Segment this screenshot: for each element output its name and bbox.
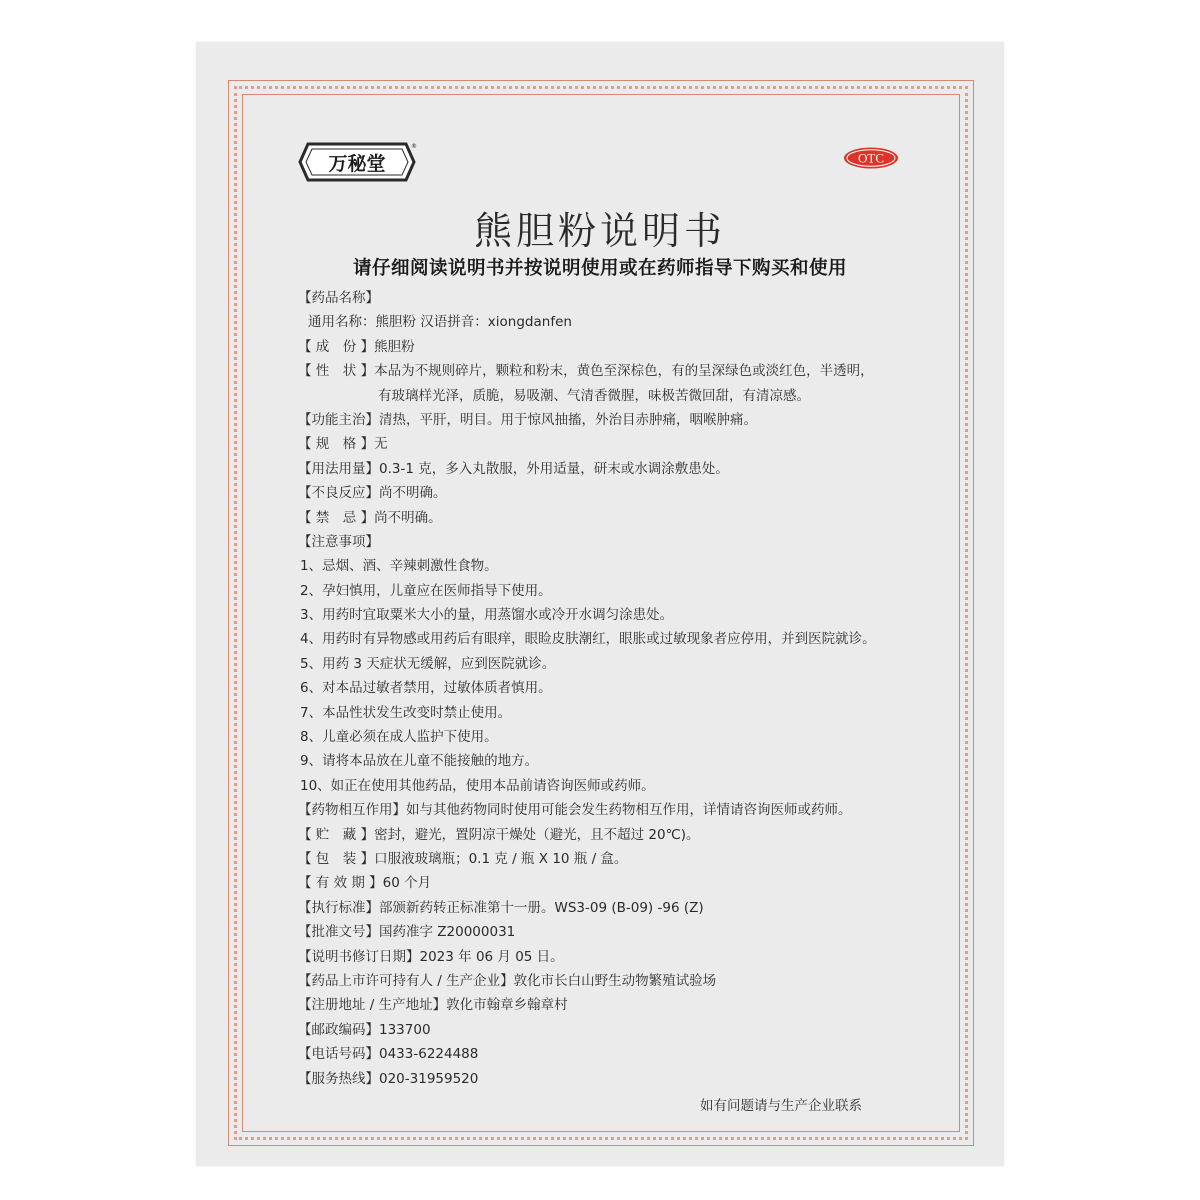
section-hotline: 【服务热线】020-31959520 (298, 1070, 479, 1087)
generic-name-line: 通用名称：熊胆粉 汉语拼音：xiongdanfen (308, 314, 572, 331)
brand-logo-text: 万秘堂 (328, 153, 386, 175)
section-drug-interactions: 【药物相互作用】如与其他药物同时使用可能会发生药物相互作用，详情请咨询医师或药师。 (298, 802, 852, 819)
section-indications: 【功能主治】清热，平肝，明目。用于惊风抽搐，外治目赤肿痛，咽喉肿痛。 (298, 411, 757, 428)
section-shelf-life: 【 有 效 期 】60 个月 (298, 875, 432, 892)
precaution-item: 5、用药 3 天症状无缓解，应到医院就诊。 (300, 655, 556, 672)
section-manufacturer: 【药品上市许可持有人 / 生产企业】敦化市长白山野生动物繁殖试验场 (298, 972, 717, 989)
section-approval-number: 【批准文号】国药准字 Z20000031 (298, 924, 516, 941)
section-packaging: 【 包 装 】口服液玻璃瓶；0.1 克 / 瓶 X 10 瓶 / 盒。 (298, 850, 628, 867)
precaution-item: 7、本品性状发生改变时禁止使用。 (300, 704, 512, 721)
brand-logo (298, 140, 416, 184)
section-drug-name: 【药品名称】 (298, 290, 379, 306)
precaution-item: 1、忌烟、酒、辛辣刺激性食物。 (300, 558, 498, 575)
precaution-item: 10、如正在使用其他药品，使用本品前请咨询医师或药师。 (300, 777, 655, 794)
section-ingredients: 【 成 份 】熊胆粉 (298, 338, 415, 355)
document-title: 熊胆粉说明书 (473, 209, 726, 253)
section-postal-code: 【邮政编码】133700 (298, 1021, 431, 1038)
otc-badge (842, 146, 900, 170)
section-standard: 【执行标准】部颁新药转正标准第十一册。WS3-09 (B-09) -96 (Z) (298, 899, 704, 916)
section-description: 【 性 状 】本品为不规则碎片，颗粒和粉末，黄色至深棕色，有的呈深绿色或淡红色，半透明， (298, 363, 874, 380)
section-contraindications: 【 禁 忌 】尚不明确。 (298, 509, 442, 526)
precaution-item: 6、对本品过敏者禁用，过敏体质者慎用。 (300, 680, 552, 697)
section-address: 【注册地址 / 生产地址】敦化市翰章乡翰章村 (298, 997, 568, 1014)
precaution-item: 2、孕妇慎用，儿童应在医师指导下使用。 (300, 582, 552, 599)
section-dosage: 【用法用量】0.3-1 克，多入丸散服，外用适量，研末或水调涂敷患处。 (298, 460, 729, 477)
precaution-item: 4、用药时有异物感或用药后有眼痒，眼睑皮肤潮红，眼胀或过敏现象者应停用，并到医院就诊。 (300, 631, 876, 648)
precaution-item: 8、儿童必须在成人监护下使用。 (300, 729, 498, 746)
footer-contact-note: 如有问题请与生产企业联系 (700, 1098, 862, 1114)
section-specification: 【 规 格 】无 (298, 436, 388, 453)
otc-label: OTC (858, 150, 884, 166)
description-continued: 有玻璃样光泽，质脆，易吸潮、气清香微腥，味极苦微回甜，有清凉感。 (378, 387, 810, 404)
section-storage: 【 贮 藏 】密封，避光，置阴凉干燥处（避光，且不超过 20℃)。 (298, 826, 700, 843)
section-revision-date: 【说明书修订日期】2023 年 06 月 05 日。 (298, 948, 564, 965)
document-subtitle: 请仔细阅读说明书并按说明使用或在药师指导下购买和使用 (352, 258, 847, 279)
section-adverse-reactions: 【不良反应】尚不明确。 (298, 485, 447, 502)
leaflet-content (298, 286, 938, 1091)
svg-text:®: ® (411, 143, 417, 150)
section-precautions: 【注意事项】 (298, 533, 379, 550)
precaution-item: 3、用药时宜取粟米大小的量，用蒸馏水或冷开水调匀涂患处。 (300, 607, 674, 624)
precaution-item: 9、请将本品放在儿童不能接触的地方。 (300, 753, 539, 770)
section-phone: 【电话号码】0433-6224488 (298, 1046, 479, 1063)
